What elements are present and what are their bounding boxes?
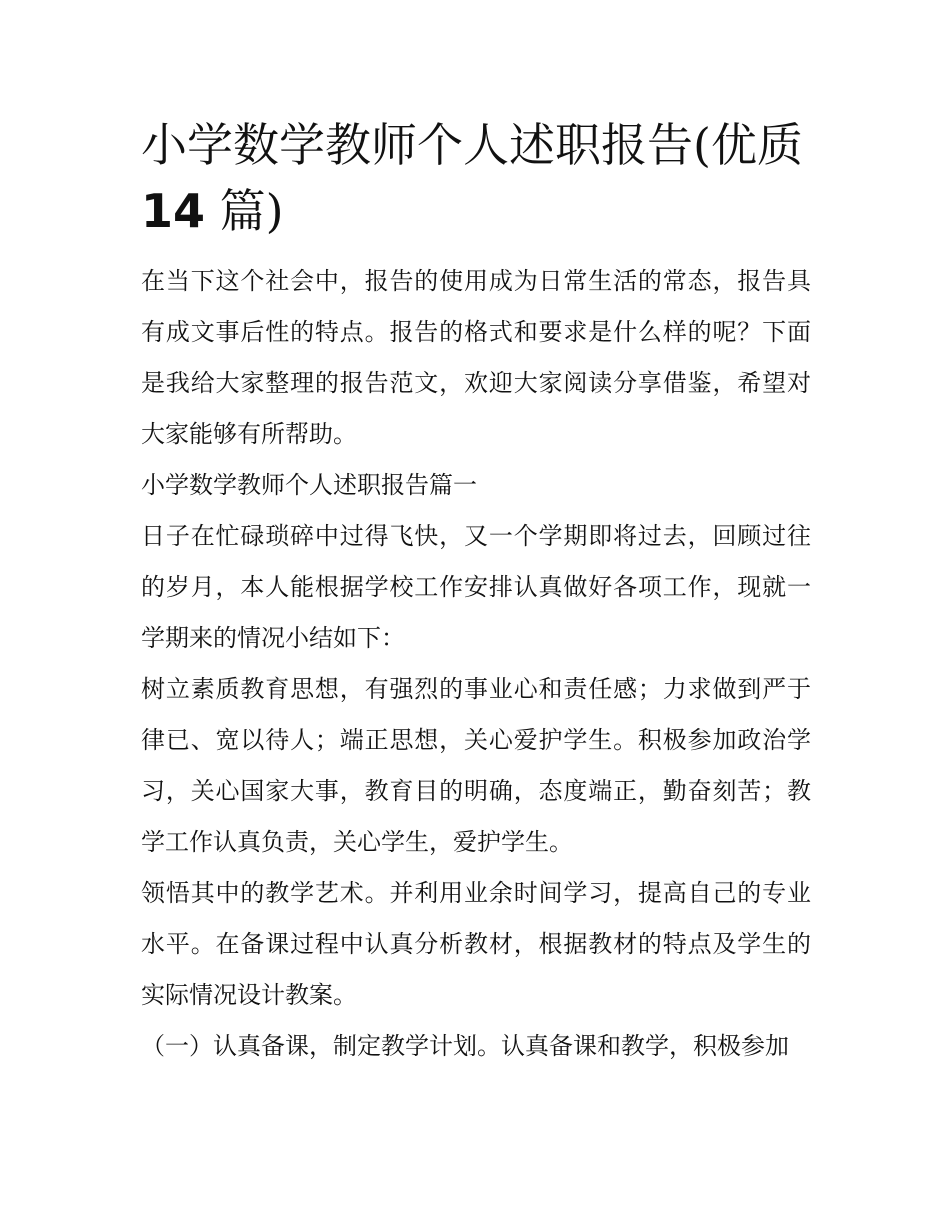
body-paragraph: 树立素质教育思想，有强烈的事业心和责任感；力求做到严于律已、宽以待人；端正思想，关心爱护学生。积极参加政治学习，关心国家大事，教育目的明确，态度端正，勤奋刻苦；教学工作认真负责，关心学生，爱护学生。: [141, 675, 811, 856]
title-number: 14: [141, 184, 206, 238]
body-paragraph: （一）认真备课，制定教学计划。认真备课和教学，积极参加: [141, 1032, 789, 1060]
body-paragraph: 领悟其中的教学艺术。并利用业余时间学习，提高自己的专业水平。在备课过程中认真分析教材，根据教材的特点及学生的实际情况设计教案。: [141, 879, 811, 1009]
body-paragraph: 日子在忙碌琐碎中过得飞快，又一个学期即将过去，回顾过往的岁月，本人能根据学校工作安排认真做好各项工作，现就一学期来的情况小结如下：: [141, 522, 811, 652]
title-text-main: 小学数学教师个人述职报告(优质: [141, 118, 803, 172]
document-page: [141, 112, 811, 1072]
intro-paragraph: 在当下这个社会中，报告的使用成为日常生活的常态，报告具有成文事后性的特点。报告的格式和要求是什么样的呢？下面是我给大家整理的报告范文，欢迎大家阅读分享借鉴，希望对大家能够有所帮助。: [141, 267, 811, 448]
title-text-end: 篇): [219, 184, 284, 238]
section-heading: 小学数学教师个人述职报告篇一: [141, 471, 477, 499]
document-title: [141, 112, 811, 244]
